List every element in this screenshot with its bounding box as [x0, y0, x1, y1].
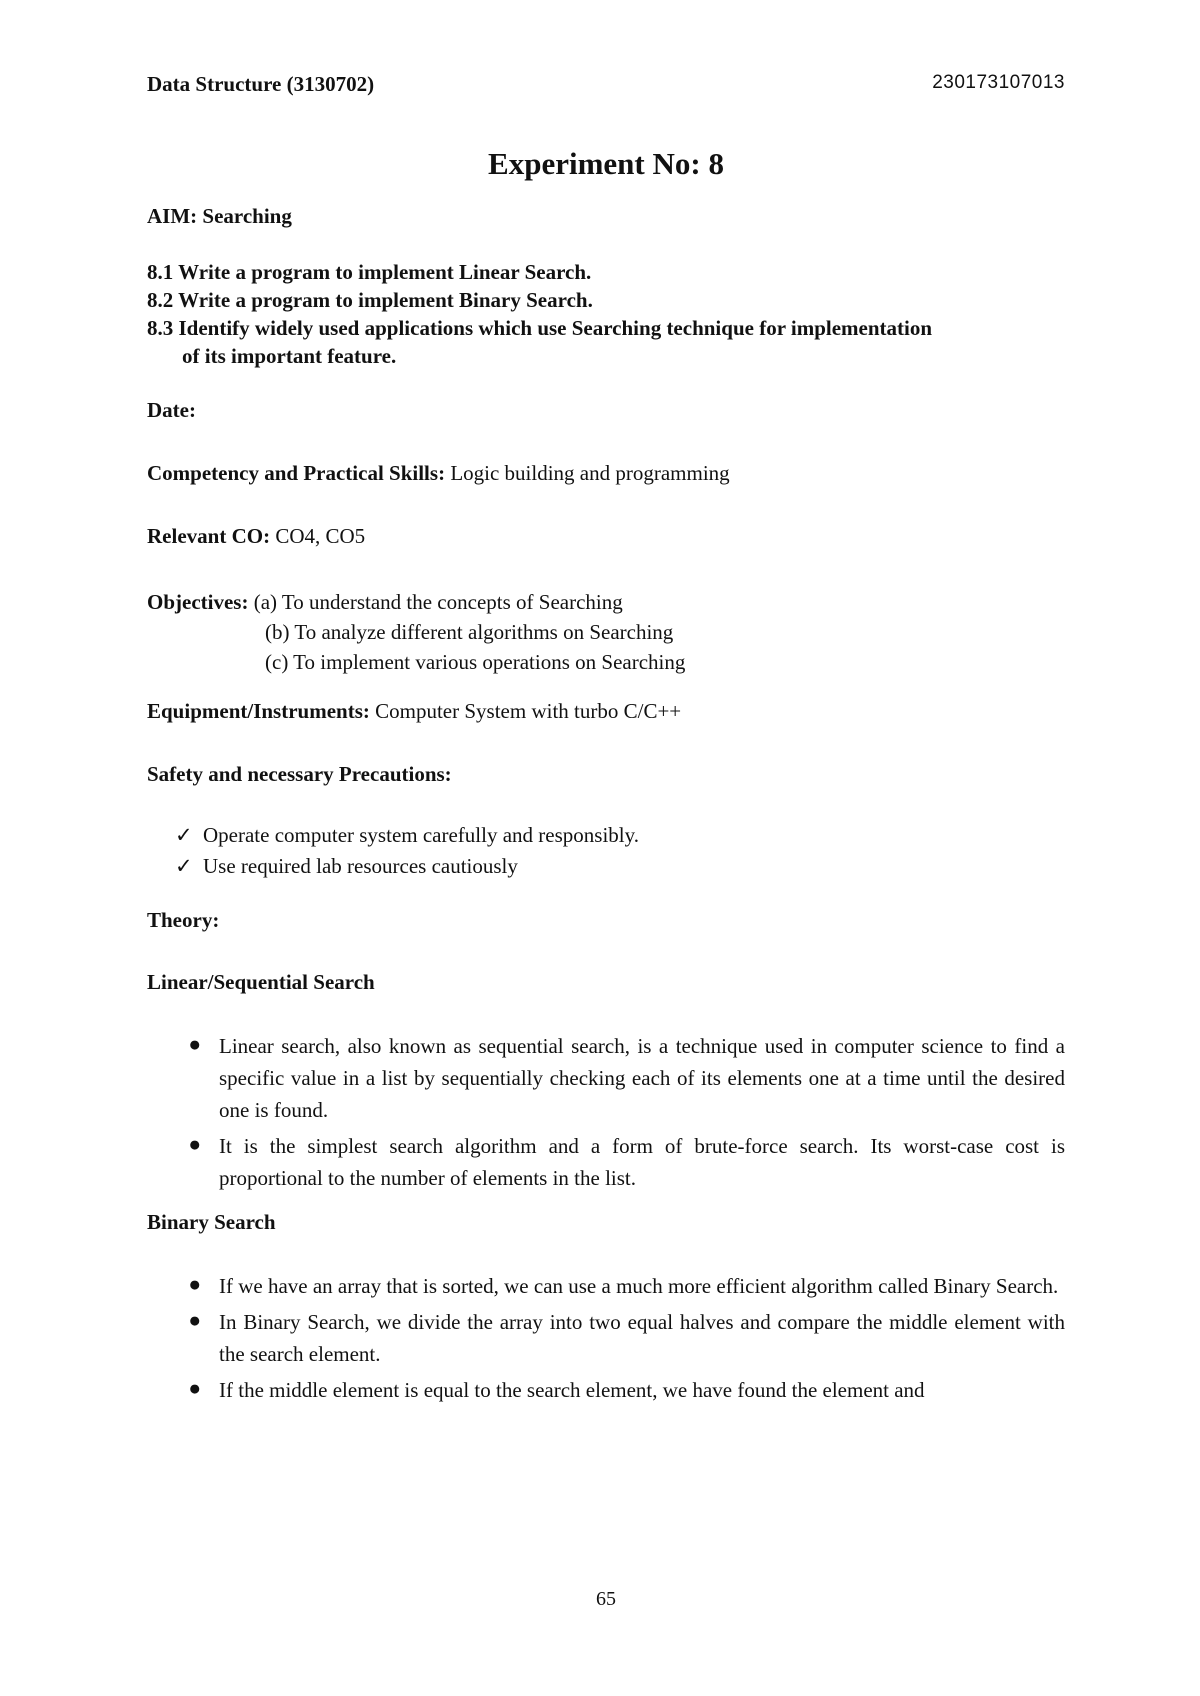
list-item — [147, 1374, 1065, 1406]
binary-heading-text: Binary Search — [147, 1210, 276, 1234]
binary-bullets — [147, 1270, 1065, 1406]
binary-heading — [147, 1208, 1065, 1236]
objectives-section — [147, 587, 1065, 677]
bullet-text: Linear search, also known as sequential search, is a technique used in computer science to find a specific value in a list by sequentially checking each of its elements one at a time until the desired one is found. — [219, 1034, 1065, 1122]
safety-heading — [147, 760, 1065, 788]
theory-heading — [147, 906, 1065, 934]
competency-line — [147, 459, 1065, 487]
page-number: 65 — [596, 1588, 616, 1610]
list-item — [147, 1306, 1065, 1370]
safety-section — [147, 820, 1065, 882]
checkmark-icon: ✓ — [175, 823, 193, 847]
date-label: Date: — [147, 398, 196, 422]
objective-item: (c) To implement various operations on Searching — [265, 650, 686, 674]
bullet-text: In Binary Search, we divide the array into two equal halves and compare the middle element with the search element. — [219, 1310, 1065, 1366]
course-title: Data Structure (3130702) — [147, 72, 375, 96]
date-line — [147, 396, 1065, 424]
page-header — [147, 72, 1065, 97]
safety-item: Use required lab resources cautiously — [203, 854, 518, 878]
relevant-co-line — [147, 522, 1065, 550]
bullet-text: It is the simplest search algorithm and a form of brute-force search. Its worst-case cost is proportional to the number of elements in the list. — [219, 1134, 1065, 1190]
aim-line — [147, 202, 1065, 230]
bullet-icon: ● — [188, 1272, 201, 1296]
enrollment-number: 230173107013 — [932, 72, 1065, 93]
safety-label: Safety and necessary Precautions: — [147, 762, 452, 786]
equipment-value: Computer System with turbo C/C++ — [375, 699, 682, 723]
linear-bullets — [147, 1030, 1065, 1194]
bullet-icon: ● — [188, 1308, 201, 1332]
linear-heading-text: Linear/Sequential Search — [147, 970, 375, 994]
safety-list — [147, 820, 1065, 882]
aim-value: Searching — [202, 204, 292, 228]
list-item — [175, 820, 1065, 851]
objective-item: (b) To analyze different algorithms on Searching — [265, 620, 674, 644]
competency-value: Logic building and programming — [450, 461, 730, 485]
competency-label: Competency and Practical Skills: — [147, 461, 446, 485]
binary-section — [147, 1270, 1065, 1410]
relevant-co-value: CO4, CO5 — [275, 524, 366, 548]
list-item — [147, 1030, 1065, 1126]
relevant-co-label: Relevant CO: — [147, 524, 271, 548]
linear-section — [147, 1030, 1065, 1198]
list-item — [147, 1270, 1065, 1302]
list-item — [147, 1130, 1065, 1194]
linear-heading — [147, 968, 1065, 996]
aim-item: 8.1 Write a program to implement Linear Search. — [147, 260, 592, 284]
aim-item: 8.3 Identify widely used applications which use Searching technique for implementation — [147, 316, 933, 340]
checkmark-icon: ✓ — [175, 854, 193, 878]
bullet-text: If we have an array that is sorted, we can use a much more efficient algorithm called Binary Search. — [219, 1274, 1059, 1298]
page-title: Experiment No: 8 — [488, 146, 724, 181]
bullet-icon: ● — [188, 1132, 201, 1156]
aim-item: of its important feature. — [182, 344, 397, 368]
equipment-line — [147, 697, 1065, 725]
theory-label: Theory: — [147, 908, 220, 932]
aim-items — [147, 258, 1065, 370]
bullet-icon: ● — [188, 1376, 201, 1400]
objectives-label: Objectives: — [147, 590, 249, 614]
bullet-icon: ● — [188, 1032, 201, 1056]
bullet-text: If the middle element is equal to the search element, we have found the element and — [219, 1378, 925, 1402]
objective-item: (a) To understand the concepts of Searching — [253, 590, 623, 614]
equipment-label: Equipment/Instruments: — [147, 699, 370, 723]
aim-label: AIM: — [147, 204, 198, 228]
document-page — [147, 0, 1065, 1696]
safety-item: Operate computer system carefully and responsibly. — [203, 823, 639, 847]
aim-item: 8.2 Write a program to implement Binary Search. — [147, 288, 593, 312]
list-item — [175, 851, 1065, 882]
